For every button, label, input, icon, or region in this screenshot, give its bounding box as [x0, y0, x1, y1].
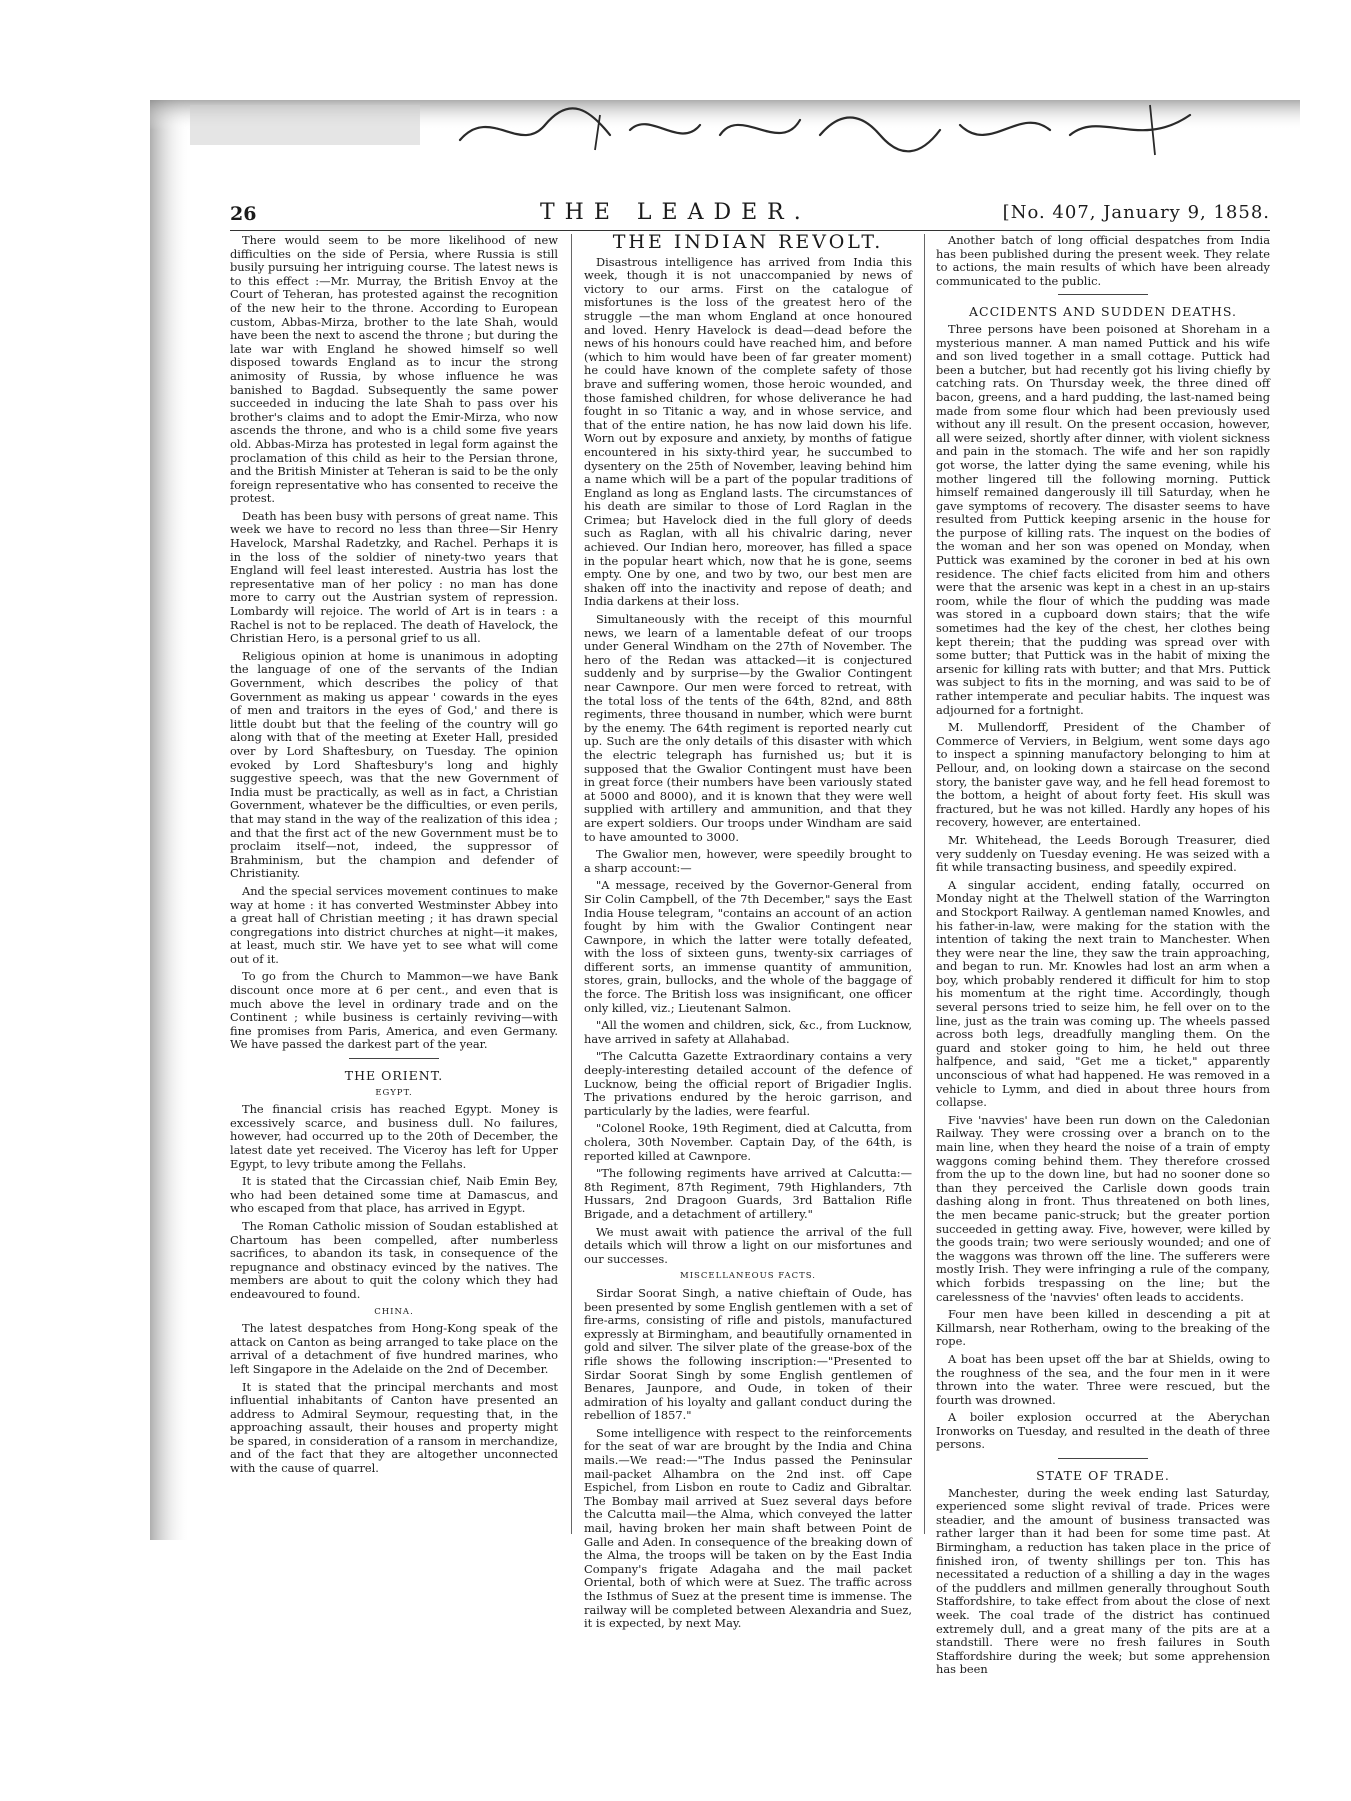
paragraph: "Colonel Rooke, 19th Regiment, died at Calcutta, from cholera, 30th November. Captain Day, of the 64th, is reported killed at Cawnpore. — [584, 1121, 912, 1163]
paragraph: There would seem to be more likelihood of new difficulties on the side of Persia, where Russia is still busily pursuing her intriguing course. The latest news is to this effect :—Mr. Murray, the British Envoy at the Court of Teheran, has protested against the recognition of the new heir to the throne. According to European custom, Abbas-Mirza, brother to the late Shah, would have been the next to ascend the throne ; but during the late war with England he showed himself so well disposed towards England as to incur the strong animosity of Russia, by whose influence he was banished to Bagdad. Subsequently the same power succeeded in inducing the late Shah to pass over his brother's claims and to adopt the Emir-Mirza, who now ascends the throne, and who is a child some five years old. Abbas-Mirza has protested in legal form against the proclamation of this child as heir to the Persian throne, and the British Minister at Teheran is said to be the only foreign representative who has consented to receive the protest. — [230, 233, 558, 506]
paragraph: Simultaneously with the receipt of this mournful news, we learn of a lamentable defeat of our troops under General Windham on the 27th of November. The hero of the Redan was attacked—it is conjectured suddenly and by surprise—by the Gwalior Contingent near Cawnpore. Our men were forced to retreat, with the total loss of the tents of the 64th, 82nd, and 88th regiments, three thousand in number, which were burnt by the enemy. The 64th regiment is reported nearly cut up. Such are the only details of this disaster with which the electric telegraph has furnished us; but it is supposed that the Gwalior Contingent must have been in great force (their numbers have been variously stated at 5000 and 8000), and it is known that they were well supplied with artillery and ammunition, and that they are expert soldiers. Our troops under Windham are said to have amounted to 3000. — [584, 612, 912, 844]
paragraph: It is stated that the Circassian chief, Naib Emin Bey, who had been detained some time at Damascus, and who escaped from that place, has arrived in Egypt. — [230, 1174, 558, 1216]
handwritten-inscription — [450, 95, 1210, 165]
newspaper-page — [230, 200, 1270, 1677]
paragraph: Three persons have been poisoned at Shoreham in a mysterious manner. A man named Puttick and his wife and son lived together in a small cottage. Puttick had been a butcher, but had recently got his living chiefly by catching rats. On Thursday week, the three dined off bacon, greens, and a hard pudding, the last-named being made from some flour which had been previously used without any ill result. On the present occasion, however, all were seized, shortly after dinner, with violent sickness and pain in the stomach. The wife and her son rapidly got worse, the latter dying the same evening, while his mother lingered till the following morning. Puttick himself remained dangerously ill till Saturday, when he gave symptoms of recovery. The disaster seems to have resulted from Puttick keeping arsenic in the house for the purpose of killing rats. The inquest on the bodies of the woman and her son was opened on Monday, when Puttick was examined by the coroner in bed at his own residence. The chief facts elicited from him and others were that the arsenic was kept in a chest in an up-stairs room, while the flour of which the pudding was made was stored in a cupboard down stairs; that the wife sometimes had the key of the chest, her clothes being kept therein; that the pudding was spread over with some butter; that Puttick was in the habit of mixing the arsenic for killing rats with butter; and that Mrs. Puttick was subject to fits in the morning, and was said to be of rather intemperate and peculiar habits. The inquest was adjourned for a fortnight. — [936, 321, 1270, 717]
paragraph: A singular accident, ending fatally, occurred on Monday night at the Thelwell station of the Warrington and Stockport Railway. A gentleman named Knowles, and his father-in-law, were making for the station with the intention of taking the next train to Manchester. When they were near the line, they saw the train approaching, and began to run. Mr. Knowles had lost an arm when a boy, which probably rendered it difficult for him to stop his momentum at the right time. Accordingly, though several persons tried to seize him, he fell over on to the line, just as the train was coming up. The wheels passed across both legs, dreadfully mangling them. On the guard and stoker going to him, he held out three halfpence, and said, "Get me a ticket," apparently unconscious of what had happened. He was removed in a vehicle to Lymm, and died in about three hours from collapse. — [936, 877, 1270, 1110]
subheading-miscellaneous: MISCELLANEOUS FACTS. — [679, 1271, 816, 1282]
section-heading-orient: THE ORIENT. — [344, 1068, 444, 1084]
issue-info: [No. 407, January 9, 1858. — [1002, 202, 1270, 223]
paragraph: Four men have been killed in descending a pit at Killmarsh, near Rotherham, owing to the breaking of the rope. — [936, 1307, 1270, 1349]
paragraph: M. Mullendorff, President of the Chamber of Commerce of Verviers, in Belgium, went some days ago to inspect a spinning manufactory belonging to him at Pellour, and, on looking down a staircase on the second story, the banister gave way, and he fell head foremost to the bottom, a height of about forty feet. His skull was fractured, but he was not killed. Hardly any hopes of his recovery, however, are entertained. — [936, 720, 1270, 830]
paragraph: Some intelligence with respect to the reinforcements for the seat of war are brought by the India and China mails.—We read:—"The Indus passed the Peninsular mail-packet Alhambra on the 2nd inst. off Cape Espichel, from Lisbon en route to Cadiz and Gibraltar. The Bombay mail arrived at Suez several days before the Calcutta mail—the Alma, which conveyed the latter mail, having broken her main shaft between Point de Galle and Aden. In consequence of the breaking down of the Alma, the troops will be taken on by the East India Company's frigate Adagaha and the mail packet Oriental, both of which were at Suez. The traffic across the Isthmus of Suez at the present time is immense. The railway will be completed between Alexandria and Suez, it is expected, by next May. — [584, 1425, 912, 1631]
masthead: THE LEADER. — [540, 200, 811, 225]
section-heading-accidents: ACCIDENTS AND SUDDEN DEATHS. — [968, 304, 1237, 320]
paragraph: A boiler explosion occurred at the Aberychan Ironworks on Tuesday, and resulted in the death of three persons. — [936, 1410, 1270, 1452]
paragraph: Five 'navvies' have been run down on the Caledonian Railway. They were crossing over a branch on to the main line, when they heard the noise of a train of empty waggons coming behind them. They therefore crossed from the up to the down line, but had no sooner done so than they perceived the Carlisle down goods train dashing along in front. Thus threatened on both lines, the men became panic-struck; but the greater portion succeeded in getting away. Five, however, were killed by the goods train; two were seriously wounded; and one of the waggons was thrown off the line. The sufferers were mostly Irish. They were infringing a rule of the company, which forbids trespassing on the line; but the carelessness of the 'navvies' often leads to accidents. — [936, 1112, 1270, 1304]
paragraph: "The following regiments have arrived at Calcutta:—8th Regiment, 87th Regiment, 79th Highlanders, 7th Hussars, 2nd Dragoon Guards, 3rd Battalion Rifle Brigade, and a detachment of artillery." — [584, 1166, 912, 1221]
section-divider — [1058, 294, 1148, 295]
paragraph: "All the women and children, sick, &c., from Lucknow, have arrived in safety at Allahabad. — [584, 1018, 912, 1046]
section-divider — [349, 1058, 439, 1059]
page-number: 26 — [230, 203, 257, 225]
paragraph: "A message, received by the Governor-General from Sir Colin Campbell, of the 7th December," says the East India House telegram, "contains an account of an action fought by him with the Gwalior Contingent near Cawnpore, in which the latter were totally defeated, with the loss of sixteen guns, twenty-six carriages of different sorts, an immense quantity of ammunition, stores, grain, bullocks, and the whole of the baggage of the force. The British loss was insignificant, one officer only killed, viz.; Lieutenant Salmon. — [584, 878, 912, 1015]
section-divider — [1058, 1458, 1148, 1459]
column-divider — [571, 234, 572, 1534]
paragraph: And the special services movement continues to make way at home : it has converted Westminster Abbey into a great hall of Christian meeting ; it has drawn special congregations into district churches at night—it makes, at least, much stir. We have yet to see what will come out of it. — [230, 883, 558, 966]
paragraph: The Gwalior men, however, were speedily brought to a sharp account:— — [584, 847, 912, 875]
paragraph: Disastrous intelligence has arrived from India this week, though it is not unaccompanied by news of victory to our arms. First on the catalogue of misfortunes is the loss of the greatest hero of the struggle —the man whom England at once honoured and loved. Henry Havelock is dead—dead before the news of his honours could have reached him, and before (which to him would have been of far greater moment) he could have known of the complete safety of those brave and suffering women, those heroic wounded, and those famished children, for whose deliverance he had fought in so Titanic a way, and in whose service, and that of the entire nation, he has now laid down his life. Worn out by exposure and anxiety, by months of fatigue encountered in his sixty-third year, he succumbed to dysentery on the 25th of November, leaving behind him a name which will be a part of the popular traditions of England as long as England lasts. The circumstances of his death are similar to those of Lord Raglan in the Crimea; but Havelock died in the full glory of deeds such as Raglan, with all his chivalric daring, never achieved. Our Indian hero, moreover, has filled a space in the popular heart which, now that he is gone, seems empty. One by one, and two by two, our best men are shaken off into the inactivity and repose of death; and India darkens at their loss. — [584, 254, 912, 609]
paragraph: Sirdar Soorat Singh, a native chieftain of Oude, has been presented by some English gentlemen with a set of fire-arms, consisting of rifle and pistols, manufactured expressly at Birmingham, and beautifully ornamented in gold and silver. The silver plate of the grease-box of the rifle shows the following inscription:—"Presented to Sirdar Soorat Singh by some English gentlemen of Benares, Jaunpore, and Oude, in token of their admiration of his loyalty and gallant conduct during the rebellion of 1857." — [584, 1285, 912, 1423]
subheading-china: CHINA. — [374, 1306, 414, 1317]
section-heading-trade: STATE OF TRADE. — [1036, 1468, 1170, 1484]
paragraph: Manchester, during the week ending last Saturday, experienced some slight revival of trade. Prices were steadier, and the amount of business transacted was rather larger than it had been for some time past. At Birmingham, a reduction has taken place in the price of finished iron, of twenty shillings per ton. This has necessitated a reduction of a shilling a day in the wages of the puddlers and millmen generally throughout South Staffordshire, to take effect from about the close of next week. The coal trade of the district has continued extremely dull, and a great many of the pits are at a standstill. There were no fresh failures in South Staffordshire during the week; but some apprehension has been — [936, 1485, 1270, 1677]
paragraph: A boat has been upset off the bar at Shields, owing to the roughness of the sea, and the four men in it were thrown into the water. Three were rescued, but the fourth was drowned. — [936, 1351, 1270, 1407]
paragraph: Death has been busy with persons of great name. This week we have to record no less than three—Sir Henry Havelock, Marshal Radetzky, and Rachel. Perhaps it is in the loss of the soldier of ninety-two years that England will feel least interested. Austria has lost the representative man of her policy : no man has done more to carry out the Austrian system of repression. Lombardy will rejoice. The world of Art is in tears : a Rachel is not to be replaced. The death of Havelock, the Christian Hero, is a personal grief to us all. — [230, 508, 558, 646]
paragraph: "The Calcutta Gazette Extraordinary contains a very deeply-interesting detailed account of the defence of Lucknow, being the official report of Brigadier Inglis. The privations endured by the heroic garrison, and particularly by the ladies, were fearful. — [584, 1049, 912, 1118]
subheading-egypt: EGYPT. — [375, 1087, 413, 1098]
paragraph: Another batch of long official despatches from India has been published during the present week. They relate to actions, the main results of which have been already communicated to the public. — [936, 233, 1270, 288]
section-heading-indian-revolt: THE INDIAN REVOLT. — [612, 231, 884, 253]
page-header — [230, 200, 1270, 228]
paragraph: The Roman Catholic mission of Soudan established at Chartoum has been compelled, after numberless sacrifices, to abandon its task, in consequence of the repugnance and obstinacy evinced by the natives. The members are about to quit the colony which they had endeavoured to found. — [230, 1218, 558, 1301]
paragraph: Mr. Whitehead, the Leeds Borough Treasurer, died very suddenly on Tuesday evening. He was seized with a fit while transacting business, and speedily expired. — [936, 832, 1270, 875]
paragraph: It is stated that the principal merchants and most influential inhabitants of Canton have presented an address to Admiral Seymour, requesting that, in the approaching assault, their houses and property might be spared, in consideration of a ransom in merchandize, and of the fact that they are altogether unconnected with the cause of quarrel. — [230, 1379, 558, 1476]
column-divider — [924, 234, 925, 1534]
column-1 — [230, 234, 558, 1544]
paragraph: The financial crisis has reached Egypt. Money is excessively scarce, and business dull. No failures, however, had occurred up to the 20th of December, the latest date yet received. The Viceroy has left for Upper Egypt, to levy tribute among the Fellahs. — [230, 1102, 558, 1171]
paragraph: To go from the Church to Mammon—we have Bank discount once more at 6 per cent., and even that is much above the level in ordinary trade and on the Continent ; while business is certainly reviving—with fine promises from Paris, America, and even Germany. We have passed the darkest part of the year. — [230, 969, 558, 1052]
column-3 — [936, 233, 1270, 1677]
paragraph: The latest despatches from Hong-Kong speak of the attack on Canton as being arranged to take place on the arrival of a detachment of five hundred marines, who left Singapore in the Adelaide on the 2nd of December. — [230, 1321, 558, 1376]
paragraph: Religious opinion at home is unanimous in adopting the language of one of the servants of the Indian Government, which describes the policy of that Government as making us appear ' cowards in the eyes of men and traitors in the eyes of God,' and there is little doubt but that the feeling of the country will go along with that of the meeting at Exeter Hall, presided over by Lord Shaftesbury, on Tuesday. The opinion evoked by Lord Shaftesbury's long and highly suggestive speech, was that the new Government of India must be practically, as well as in fact, a Christian Government, whatever be the difficulties, or even perils, that may stand in the way of the realization of this idea ; and that the first act of the new Government must be to proclaim itself—not, indeed, the suppressor of Brahminism, but the champion and defender of Christianity. — [230, 648, 558, 881]
column-2 — [584, 231, 912, 1631]
paragraph: We must await with patience the arrival of the full details which will throw a light on our misfortunes and our successes. — [584, 1224, 912, 1266]
